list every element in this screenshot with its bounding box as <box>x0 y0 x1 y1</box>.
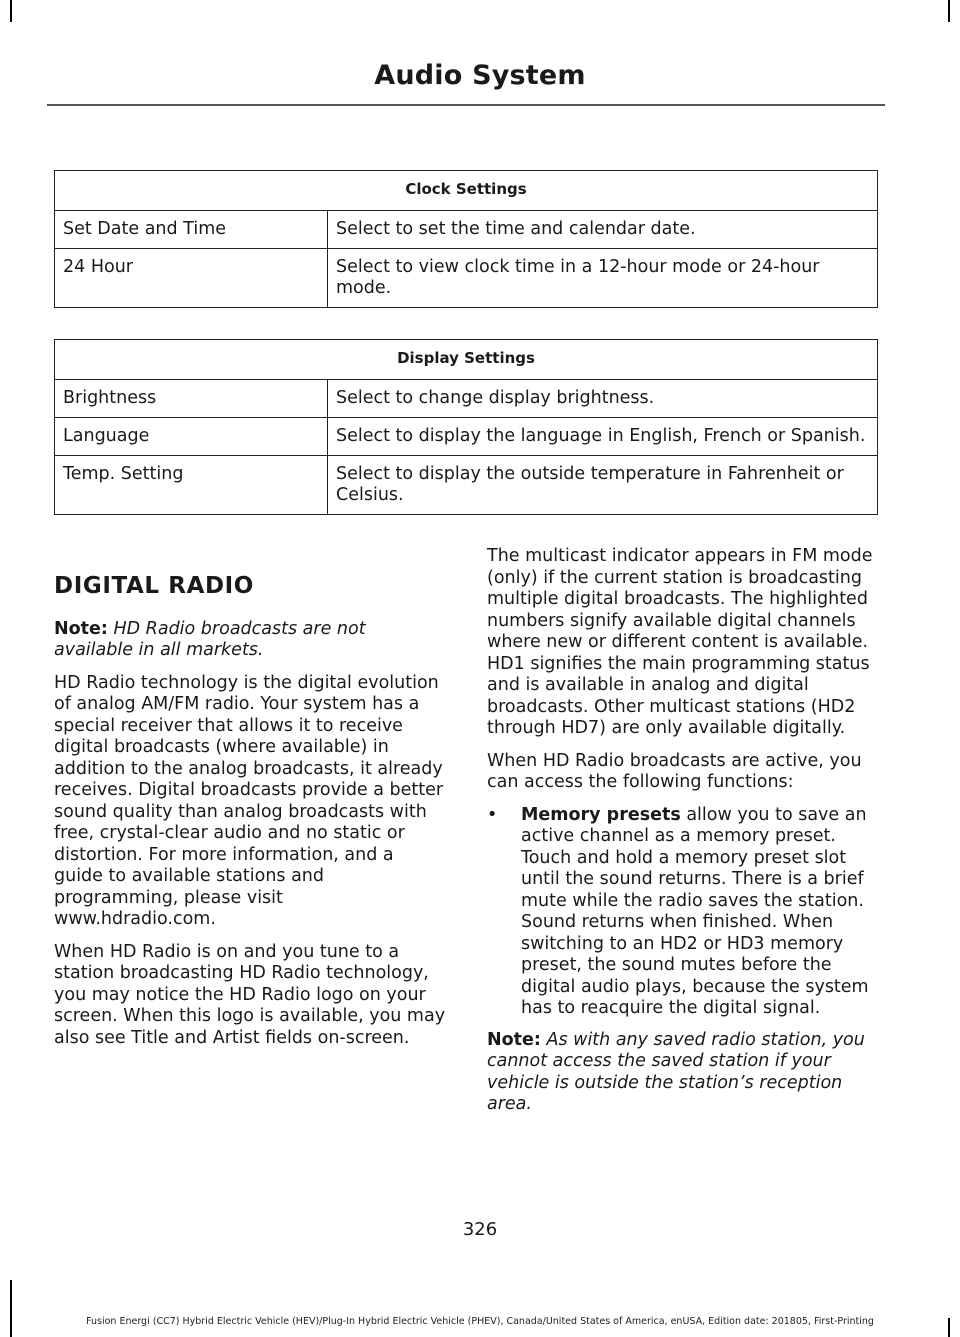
setting-description: Select to display the language in English, French or Spanish. <box>328 418 878 456</box>
note-label: Note: <box>487 1029 541 1050</box>
setting-description: Select to display the outside temperature in Fahrenheit or Celsius. <box>328 456 878 515</box>
header-divider <box>47 104 885 106</box>
table-row <box>55 456 878 515</box>
setting-name: Language <box>55 418 328 456</box>
setting-description: Select to change display brightness. <box>328 380 878 418</box>
left-column <box>54 573 446 1060</box>
note-label: Note: <box>54 618 108 639</box>
footer-text: Fusion Energi (CC7) Hybrid Electric Vehicle (HEV)/Plug-In Hybrid Electric Vehicle (PHEV), Canada/United States of America, enUSA, Edition date: 201805, First-Printing <box>86 1316 874 1327</box>
note-text: As with any saved radio station, you cannot access the saved station if your vehicle is outside the station’s reception area. <box>487 1029 865 1114</box>
table-header-row <box>55 171 878 211</box>
paragraph: The multicast indicator appears in FM mode (only) if the current station is broadcasting multiple digital broadcasts. The highlighted numbers signify available digital channels where new or different content is available. HD1 signifies the main programming status and is available in analog and digital broadcasts. Other multicast stations (HD2 through HD7) are only available digitally. <box>487 546 873 738</box>
section-heading: DIGITAL RADIO <box>54 573 254 599</box>
crop-mark-bottom-left <box>10 1280 12 1337</box>
display-settings-table <box>54 339 878 515</box>
bullet-body: allow you to save an active channel as a memory preset. Touch and hold a memory preset slot until the sound returns. There is a brief mute while the radio saves the station. Sound returns when finished. When switching to an HD2 or HD3 memory preset, the sound mutes before the digital audio plays, because the system has to reacquire the digital signal. <box>521 804 869 1018</box>
bullet-marker: • <box>487 804 498 825</box>
table-row <box>55 249 878 308</box>
page-title: Audio System <box>374 60 586 91</box>
paragraph: When HD Radio is on and you tune to a station broadcasting HD Radio technology, you may notice the HD Radio logo on your screen. When this logo is available, you may also see Title and Artist fields on-screen. <box>54 941 446 1048</box>
right-column <box>487 546 879 1127</box>
setting-description: Select to view clock time in a 12-hour mode or 24-hour mode. <box>328 249 878 308</box>
bullet-label: Memory presets <box>521 804 681 825</box>
paragraph: When HD Radio broadcasts are active, you can access the following functions: <box>487 750 862 792</box>
page-number: 326 <box>462 1219 498 1240</box>
note <box>487 1030 879 1116</box>
clock-settings-title: Clock Settings <box>55 171 878 211</box>
table-header-row <box>55 340 878 380</box>
bullet-text <box>521 805 879 1020</box>
crop-mark-top-left <box>10 0 12 22</box>
setting-name: Temp. Setting <box>55 456 328 515</box>
setting-name: 24 Hour <box>55 249 328 308</box>
setting-name: Brightness <box>55 380 328 418</box>
note-text: HD Radio broadcasts are not available in all markets. <box>54 618 366 660</box>
paragraph: HD Radio technology is the digital evolution of analog AM/FM radio. Your system has a special receiver that allows it to receive digital broadcasts (where available) in addition to the analog broadcasts, it already receives. Digital broadcasts provide a better sound quality than analog broadcasts with free, crystal-clear audio and no static or distortion. For more information, and a guide to available stations and programming, please visit www.hdradio.com. <box>54 672 444 929</box>
clock-settings-table <box>54 170 878 308</box>
display-settings-title: Display Settings <box>55 340 878 380</box>
table-row <box>55 211 878 249</box>
table-row <box>55 380 878 418</box>
list-item <box>487 805 879 1020</box>
setting-name: Set Date and Time <box>55 211 328 249</box>
table-row <box>55 418 878 456</box>
crop-mark-top-right <box>948 0 950 22</box>
note <box>54 619 446 662</box>
setting-description: Select to set the time and calendar date. <box>328 211 878 249</box>
